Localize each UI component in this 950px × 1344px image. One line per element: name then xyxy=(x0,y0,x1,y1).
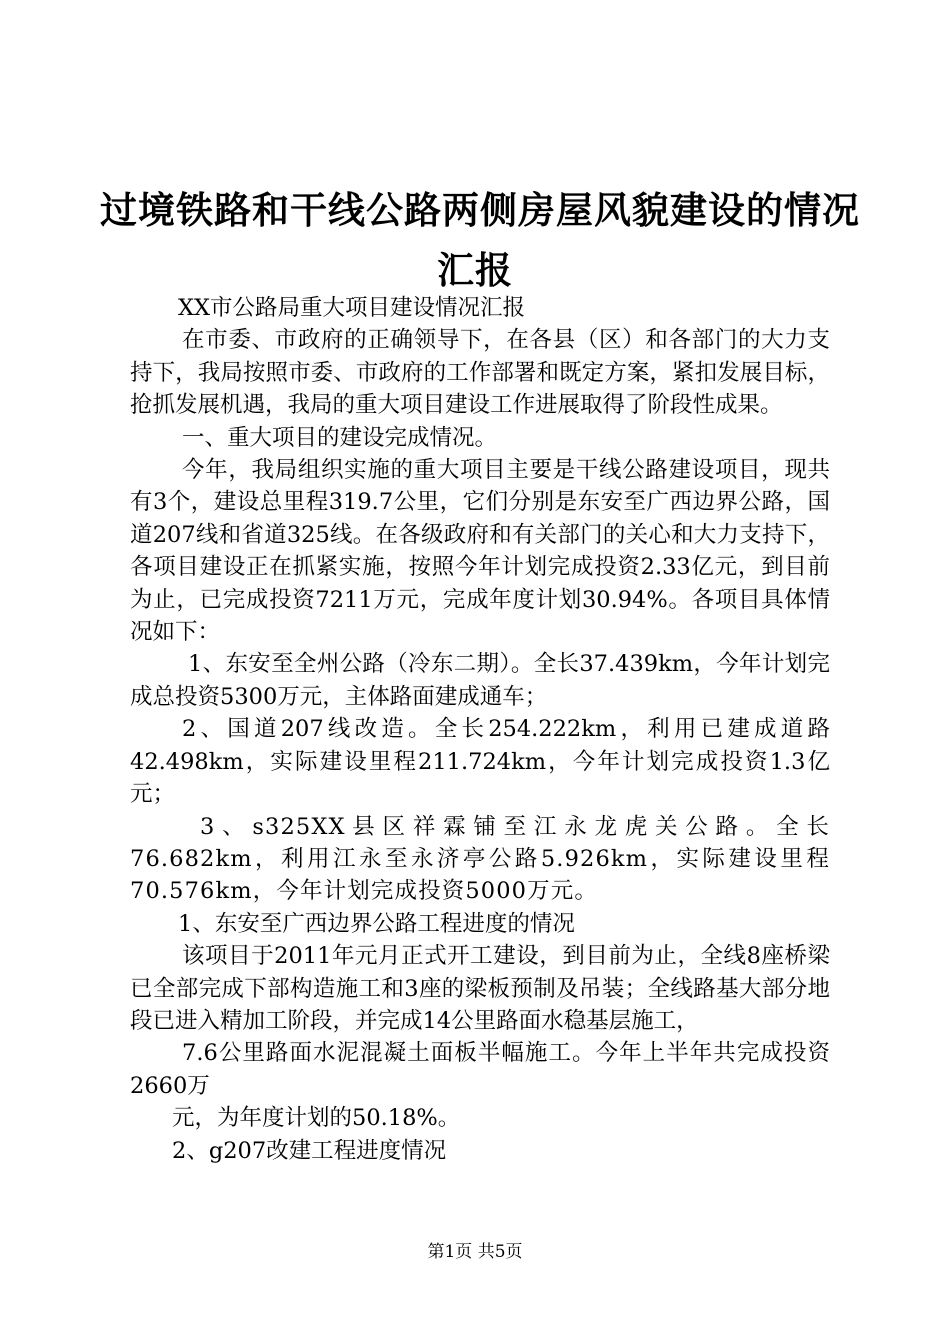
paragraph-section-one-heading: 一、重大项目的建设完成情况。 xyxy=(182,424,498,451)
paragraph-subsection-1-heading: 1、东安至广西边界公路工程进度的情况 xyxy=(178,910,575,937)
paragraph-report-heading: XX市公路局重大项目建设情况汇报 xyxy=(178,295,526,321)
document-title-line-1: 过境铁路和干线公路两侧房屋风貌建设的情况 xyxy=(100,188,860,232)
paragraph-progress-investment: 7.6公里路面水泥混凝土面板半幅施工。今年上半年共完成投资2660万 xyxy=(130,1040,830,1099)
paragraph-progress-percent: 元，为年度计划的50.18%。 xyxy=(172,1105,461,1132)
paragraph-progress-details: 该项目于2011年元月正式开工建设，到目前为止，全线8座桥梁已全部完成下部构造施工和3座的梁板预制及吊装；全线路基大部分地段已进入精加工阶段，并完成14公里路面水稳基层施工， xyxy=(130,943,830,1034)
document-title-line-2: 汇报 xyxy=(437,248,513,292)
page-footer: 第1页 共5页 xyxy=(427,1242,523,1262)
paragraph-overview: 今年，我局组织实施的重大项目主要是干线公路建设项目，现共有3个，建设总里程319.7公里，它们分别是东安至广西边界公路，国道207线和省道325线。在各级政府和有关部门的关心和大力支持下，各项目建设正在抓紧实施，按照今年计划完成投资2.33亿元，到目前为止，已完成投资7211万元，完成年度计划30.94%。各项目具体情况如下： xyxy=(130,457,830,646)
paragraph-project-1: 1、东安至全州公路（冷东二期）。全长37.439km，今年计划完成总投资5300万元，主体路面建成通车； xyxy=(130,651,830,710)
document-body xyxy=(130,292,830,1167)
paragraph-intro: 在市委、市政府的正确领导下，在各县（区）和各部门的大力支持下，我局按照市委、市政府的工作部署和既定方案，紧扣发展目标，抢抓发展机遇，我局的重大项目建设工作进展取得了阶段性成果。 xyxy=(130,327,830,419)
paragraph-project-3: 3、s325XX县区祥霖铺至江永龙虎关公路。全长76.682km，利用江永至永济亭公路5.926km，实际建设里程70.576km，今年计划完成投资5000万元。 xyxy=(130,813,830,905)
paragraph-subsection-2-heading: 2、g207改建工程进度情况 xyxy=(172,1137,447,1164)
paragraph-project-2: 2、国道207线改造。全长254.222km，利用已建成道路42.498km，实际建设里程211.724km，今年计划完成投资1.3亿元； xyxy=(130,716,830,808)
